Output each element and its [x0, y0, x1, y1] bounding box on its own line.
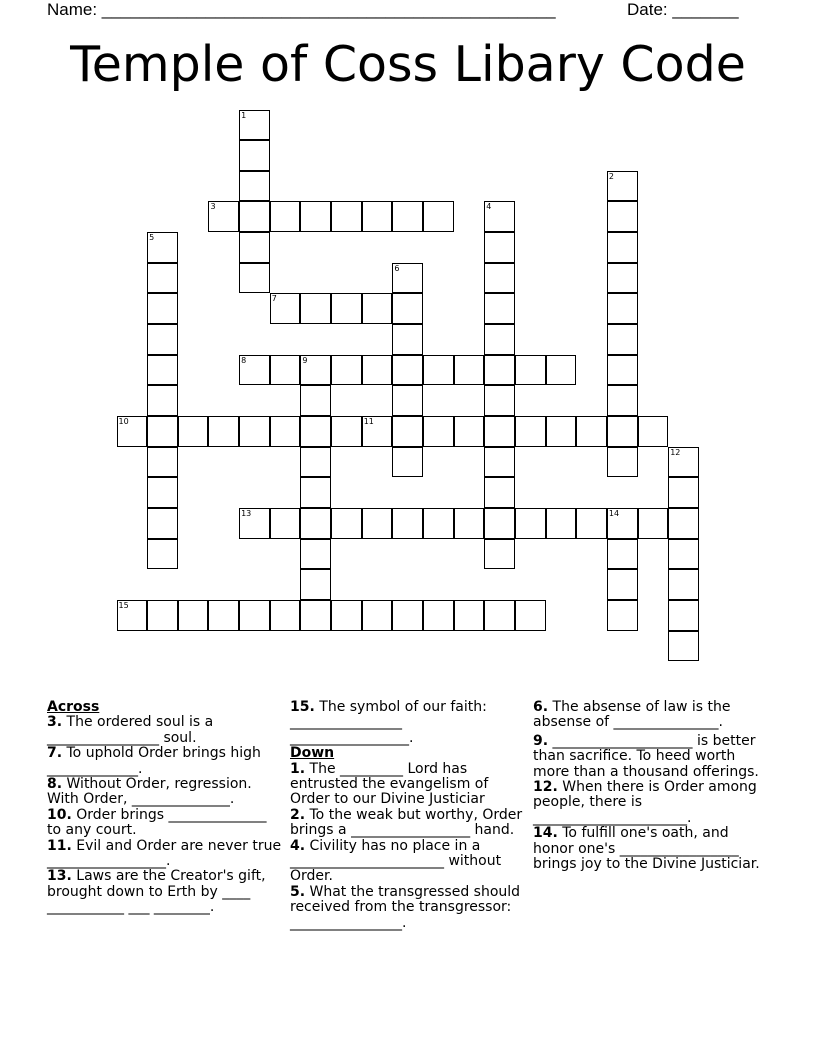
grid-cell[interactable] — [607, 569, 638, 600]
cell-number: 5 — [149, 233, 155, 243]
grid-cell[interactable] — [607, 324, 638, 355]
grid-cell[interactable] — [147, 539, 178, 570]
grid-cell[interactable] — [668, 569, 699, 600]
grid-cell[interactable] — [147, 385, 178, 416]
clue-down-4 — [290, 839, 528, 885]
cell-number: 15 — [118, 600, 129, 610]
grid-cell[interactable] — [392, 416, 423, 447]
grid-cell[interactable] — [239, 171, 270, 202]
clue-text: To the weak but worthy, Order brings a _________________ hand. — [290, 806, 523, 839]
grid-cell[interactable] — [270, 201, 301, 232]
grid-cell[interactable] — [607, 447, 638, 478]
clue-number: 12. — [533, 779, 558, 796]
grid-cell[interactable] — [239, 355, 270, 386]
grid-cell[interactable] — [484, 385, 515, 416]
grid-cell[interactable] — [392, 355, 423, 386]
grid-cell[interactable] — [576, 508, 607, 539]
grid-cell[interactable] — [270, 293, 301, 324]
grid-cell[interactable] — [300, 293, 331, 324]
grid-cell[interactable] — [668, 631, 699, 662]
grid-cell[interactable] — [484, 293, 515, 324]
grid-cell[interactable] — [484, 324, 515, 355]
grid-cell[interactable] — [270, 355, 301, 386]
clue-down-2 — [290, 808, 528, 839]
clue-across-10 — [47, 808, 285, 839]
grid-cell[interactable] — [331, 508, 362, 539]
grid-cell[interactable] — [147, 263, 178, 294]
grid-cell[interactable] — [117, 600, 148, 631]
grid-cell[interactable] — [362, 201, 393, 232]
grid-cell[interactable] — [147, 600, 178, 631]
clue-down-6 — [533, 700, 771, 731]
grid-cell[interactable] — [668, 477, 699, 508]
grid-cell[interactable] — [362, 600, 393, 631]
grid-cell[interactable] — [392, 600, 423, 631]
grid-cell[interactable] — [607, 416, 638, 447]
grid-cell[interactable] — [454, 508, 485, 539]
name-field-label: Name: ________________________________________________ — [47, 0, 556, 19]
grid-cell[interactable] — [515, 416, 546, 447]
clue-text: Order brings ______________ to any court. — [47, 806, 267, 839]
clue-text: Without Order, regression. With Order, ______________. — [47, 776, 252, 808]
grid-cell[interactable] — [423, 508, 454, 539]
clue-down-12 — [533, 780, 771, 826]
cell-number: 12 — [670, 447, 681, 457]
grid-cell[interactable] — [362, 508, 393, 539]
clue-text: Civility has no place in a ______________________ without Order. — [290, 837, 502, 885]
grid-cell[interactable] — [208, 416, 239, 447]
grid-cell[interactable] — [423, 600, 454, 631]
clue-text: To fulfill one's oath, and honor one's _________________ brings joy to the Divine Justiciar. — [533, 825, 760, 873]
grid-cell[interactable] — [147, 324, 178, 355]
grid-cell[interactable] — [454, 416, 485, 447]
grid-cell[interactable] — [300, 385, 331, 416]
cell-number: 8 — [241, 355, 247, 365]
clue-across-13 — [47, 869, 285, 915]
cell-number: 14 — [608, 508, 620, 518]
clue-text: Laws are the Creator's gift, brought down to Erth by ____ ___________ ___ ________. — [47, 868, 266, 916]
grid-cell[interactable] — [208, 600, 239, 631]
clue-across-3 — [47, 715, 285, 746]
clue-text: Evil and Order are never true _________________. — [47, 837, 282, 870]
clue-down-14 — [533, 826, 771, 872]
cell-number: 3 — [210, 202, 216, 212]
clue-number: 5. — [290, 883, 306, 900]
cell-number: 10 — [118, 417, 129, 426]
grid-cell[interactable] — [362, 416, 393, 447]
grid-cell[interactable] — [484, 355, 515, 386]
clues-column-2 — [290, 700, 528, 931]
grid-cell[interactable] — [392, 201, 423, 232]
grid-cell[interactable] — [239, 232, 270, 263]
grid-cell[interactable] — [147, 447, 178, 478]
clue-text: To uphold Order brings high _____________. — [47, 745, 261, 777]
grid-cell[interactable] — [331, 293, 362, 324]
grid-cell[interactable] — [423, 355, 454, 386]
grid-cell[interactable] — [300, 447, 331, 478]
grid-cell[interactable] — [147, 293, 178, 324]
grid-cell[interactable] — [300, 201, 331, 232]
clue-across-8 — [47, 777, 285, 808]
grid-cell[interactable] — [147, 232, 178, 263]
cell-number: 2 — [608, 171, 614, 181]
grid-cell[interactable] — [484, 416, 515, 447]
grid-cell[interactable] — [423, 201, 454, 232]
clue-number: 11. — [47, 837, 72, 854]
grid-cell[interactable] — [607, 232, 638, 263]
grid-cell[interactable] — [546, 355, 577, 386]
grid-cell[interactable] — [668, 447, 699, 478]
grid-cell[interactable] — [300, 600, 331, 631]
grid-cell[interactable] — [546, 416, 577, 447]
grid-cell[interactable] — [208, 201, 239, 232]
grid-cell[interactable] — [484, 508, 515, 539]
grid-cell[interactable] — [239, 416, 270, 447]
clue-text: The _________ Lord has entrusted the evangelism of Order to our Divine Justiciar — [290, 760, 489, 808]
grid-cell[interactable] — [576, 416, 607, 447]
grid-cell[interactable] — [515, 600, 546, 631]
grid-cell[interactable] — [300, 477, 331, 508]
grid-cell[interactable] — [607, 508, 638, 539]
grid-cell[interactable] — [300, 539, 331, 570]
grid-cell[interactable] — [607, 355, 638, 386]
grid-cell[interactable] — [178, 416, 209, 447]
grid-cell[interactable] — [423, 416, 454, 447]
grid-cell[interactable] — [300, 355, 331, 386]
clue-number: 3. — [47, 714, 63, 731]
grid-cell[interactable] — [454, 355, 485, 386]
clue-number: 14. — [533, 825, 558, 842]
grid-cell[interactable] — [331, 416, 362, 447]
grid-cell[interactable] — [484, 477, 515, 508]
grid-cell[interactable] — [484, 447, 515, 478]
clue-across-15 — [290, 700, 528, 746]
grid-cell[interactable] — [607, 263, 638, 294]
grid-cell[interactable] — [607, 171, 638, 202]
clue-text: What the transgressed should received from the transgressor: ________________. — [290, 883, 521, 931]
clue-number: 13. — [47, 868, 72, 885]
grid-cell[interactable] — [638, 416, 669, 447]
grid-cell[interactable] — [484, 232, 515, 263]
clue-down-9 — [533, 734, 771, 780]
cell-number: 9 — [302, 355, 308, 365]
grid-cell[interactable] — [607, 201, 638, 232]
grid-cell[interactable] — [607, 385, 638, 416]
page-title: Temple of Coss Libary Code — [70, 36, 746, 93]
grid-cell[interactable] — [300, 508, 331, 539]
grid-cell[interactable] — [668, 539, 699, 570]
grid-cell[interactable] — [300, 416, 331, 447]
down-heading: Down — [290, 745, 335, 762]
grid-cell[interactable] — [607, 600, 638, 631]
grid-cell[interactable] — [117, 416, 148, 447]
grid-cell[interactable] — [362, 355, 393, 386]
grid-cell[interactable] — [638, 508, 669, 539]
across-heading: Across — [47, 699, 100, 715]
grid-cell[interactable] — [331, 201, 362, 232]
grid-cell[interactable] — [484, 201, 515, 232]
cell-number: 11 — [363, 417, 374, 426]
grid-cell[interactable] — [668, 600, 699, 631]
clue-down-1 — [290, 762, 528, 808]
clue-number: 9. — [533, 732, 549, 749]
clue-down-5 — [290, 885, 528, 931]
grid-cell[interactable] — [392, 508, 423, 539]
clues-column-1 — [47, 700, 285, 916]
clues-column-3 — [533, 700, 771, 872]
clue-number: 2. — [290, 806, 306, 823]
cell-number: 7 — [271, 294, 277, 304]
grid-cell[interactable] — [239, 140, 270, 171]
grid-cell[interactable] — [239, 110, 270, 141]
grid-cell[interactable] — [392, 447, 423, 478]
clue-number: 4. — [290, 837, 306, 854]
grid-cell[interactable] — [484, 263, 515, 294]
grid-cell[interactable] — [484, 539, 515, 570]
grid-cell[interactable] — [392, 263, 423, 294]
date-field-label: Date: _______ — [627, 0, 739, 19]
grid-cell[interactable] — [300, 569, 331, 600]
clue-across-7 — [47, 746, 285, 777]
clue-text: The absense of law is the absense of _______________. — [533, 699, 731, 731]
clue-number: 6. — [533, 699, 549, 715]
grid-cell[interactable] — [270, 600, 301, 631]
clue-number: 10. — [47, 806, 72, 823]
grid-cell[interactable] — [147, 508, 178, 539]
grid-cell[interactable] — [178, 600, 209, 631]
grid-cell[interactable] — [239, 508, 270, 539]
grid-cell[interactable] — [392, 293, 423, 324]
cell-number: 4 — [486, 202, 492, 212]
grid-cell[interactable] — [270, 508, 301, 539]
clue-number: 7. — [47, 745, 63, 762]
grid-cell[interactable] — [392, 385, 423, 416]
grid-cell[interactable] — [331, 355, 362, 386]
clue-across-11 — [47, 839, 285, 870]
grid-cell[interactable] — [607, 293, 638, 324]
clue-number: 8. — [47, 776, 63, 793]
clue-number: 1. — [290, 760, 306, 777]
grid-cell[interactable] — [147, 477, 178, 508]
grid-cell[interactable] — [546, 508, 577, 539]
clue-text: ____________________ is better than sacrifice. To heed worth more than a thousand offerings. — [533, 732, 759, 780]
grid-cell[interactable] — [239, 263, 270, 294]
grid-cell[interactable] — [484, 600, 515, 631]
grid-cell[interactable] — [454, 600, 485, 631]
grid-cell[interactable] — [239, 201, 270, 232]
grid-cell[interactable] — [392, 324, 423, 355]
cell-number: 6 — [394, 263, 400, 273]
grid-cell[interactable] — [270, 416, 301, 447]
grid-cell[interactable] — [607, 539, 638, 570]
grid-cell[interactable] — [515, 355, 546, 386]
grid-cell[interactable] — [362, 293, 393, 324]
cell-number: 13 — [241, 508, 252, 518]
grid-cell[interactable] — [147, 355, 178, 386]
grid-cell[interactable] — [147, 416, 178, 447]
clue-text: The symbol of our faith: ________________ _________________. — [290, 699, 487, 746]
clue-number: 15. — [290, 699, 315, 715]
grid-cell[interactable] — [515, 508, 546, 539]
grid-cell[interactable] — [668, 508, 699, 539]
clue-text: When there is Order among people, there is ______________________. — [533, 779, 757, 826]
clue-text: The ordered soul is a ________________ soul. — [47, 714, 214, 746]
grid-cell[interactable] — [239, 600, 270, 631]
grid-cell[interactable] — [331, 600, 362, 631]
cell-number: 1 — [241, 110, 247, 120]
